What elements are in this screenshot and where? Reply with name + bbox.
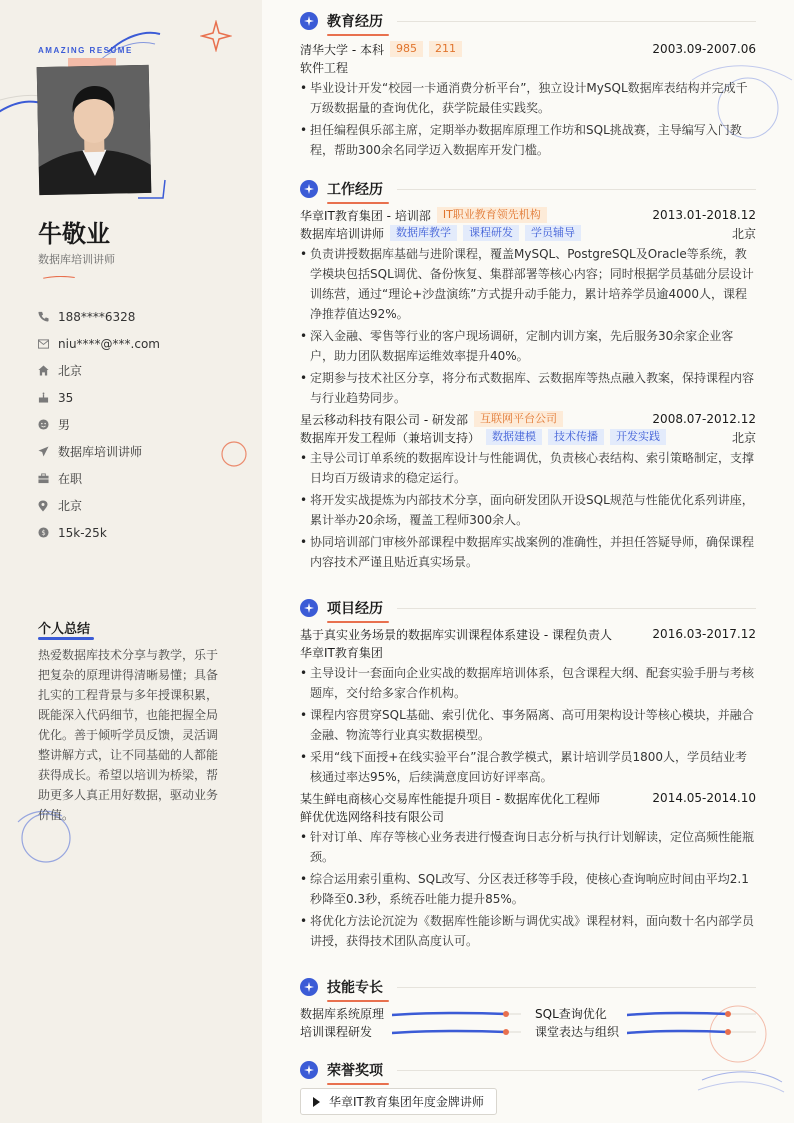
major: 软件工程 <box>300 60 349 75</box>
major-row <box>300 58 756 76</box>
contact-value: 北京 <box>58 499 83 513</box>
skill-item <box>300 1004 521 1022</box>
contact-gender <box>38 411 160 438</box>
bullet-item: • 采用“线下面授+在线实验平台”混合教学模式，累计培训学员1800人，学员结业考核通过率达95%，后续满意度回访好评率高。 <box>300 747 756 787</box>
bullet-item: • 将开发实战提炼为内部技术分享，面向研发团队开设SQL规范与性能优化系列讲座，累计举办20余场，覆盖工程师300余人。 <box>300 490 756 530</box>
job-entry <box>300 206 756 408</box>
section-title: 技能专长 <box>327 977 383 997</box>
skill-name: 数据库系统原理 <box>300 1006 385 1021</box>
job-company-row <box>300 206 756 224</box>
project-entry <box>300 789 756 951</box>
phone-icon <box>38 311 58 322</box>
skill-name: 培训课程研发 <box>300 1024 373 1039</box>
education-bullets <box>300 78 756 160</box>
sparkle-icon <box>300 180 318 198</box>
contact-age <box>38 384 160 411</box>
job-company: 星云移动科技有限公司 - 研发部 <box>300 412 468 427</box>
school-name: 清华大学 - 本科 <box>300 42 384 57</box>
project-name: 某生鲜电商核心交易库性能提升项目 - 数据库优化工程师 <box>300 791 600 806</box>
job-bullets <box>300 244 756 408</box>
section-header <box>300 597 756 619</box>
bullet-item: • 定期参与技术社区分享，将分布式数据库、云数据库等热点融入教案，保持课程内容与行业趋势同步。 <box>300 368 756 408</box>
skill-bar <box>627 1008 756 1018</box>
job-period: 2013.01-2018.12 <box>652 208 756 222</box>
skills-grid <box>300 1004 756 1040</box>
section-rule <box>397 608 756 609</box>
skill-item <box>535 1022 756 1040</box>
home-icon <box>38 365 58 376</box>
school-tag: 211 <box>429 41 462 57</box>
salary-icon <box>38 527 58 538</box>
skill-item <box>300 1022 521 1040</box>
briefcase-icon <box>38 473 58 484</box>
contact-value: niu****@***.com <box>58 336 160 351</box>
project-org: 华章IT教育集团 <box>300 645 383 660</box>
company-tag: 互联网平台公司 <box>474 411 563 427</box>
job-company-row <box>300 410 756 428</box>
section-header <box>300 10 756 32</box>
job-tag: 数据库教学 <box>390 225 457 241</box>
svg-text:$: $ <box>41 528 46 537</box>
project-row <box>300 625 756 643</box>
skills-section <box>300 976 756 1040</box>
job-company: 华章IT教育集团 - 培训部 <box>300 208 431 223</box>
section-title: 荣誉奖项 <box>327 1060 383 1080</box>
cake-icon <box>38 392 58 403</box>
project-period: 2014.05-2014.10 <box>652 791 756 805</box>
skill-level-dot <box>725 1029 731 1035</box>
work-section <box>300 178 756 574</box>
skill-level-fill <box>627 1031 728 1033</box>
job-city: 北京 <box>731 226 756 241</box>
project-entry <box>300 625 756 787</box>
contact-value: 188****6328 <box>58 309 136 324</box>
bullet-item: • 担任编程俱乐部主席，定期举办数据库原理工作坊和SQL挑战赛，主导编写入门教程，帮助300余名同学迈入数据库开发门槛。 <box>300 120 756 160</box>
company-tag: IT职业教育领先机构 <box>437 207 547 223</box>
section-title: 项目经历 <box>327 598 383 618</box>
contact-home <box>38 357 160 384</box>
job-bullets <box>300 448 756 572</box>
skill-level-mark <box>627 1027 756 1037</box>
contact-phone <box>38 303 160 330</box>
section-header <box>300 178 756 200</box>
sidebar <box>0 0 262 1123</box>
contact-value: 35 <box>58 390 74 405</box>
project-org-row <box>300 643 756 661</box>
summary-underline <box>38 637 94 640</box>
avatar <box>37 65 152 195</box>
project-row <box>300 789 756 807</box>
skill-item <box>535 1004 756 1022</box>
skill-level-dot <box>725 1011 731 1017</box>
job-tag: 技术传播 <box>548 429 604 445</box>
skill-level-mark <box>627 1009 756 1019</box>
job-city: 北京 <box>731 430 756 445</box>
job-period: 2008.07-2012.12 <box>652 412 756 426</box>
bullet-item: • 主导公司订单系统的数据库设计与性能调优，负责核心表结构、索引策略制定，支撑日均百万级请求的稳定运行。 <box>300 448 756 488</box>
bullet-item: • 综合运用索引重构、SQL改写、分区表迁移等手段，使核心查询响应时间由平均2.1秒降至0.3秒，系统吞吐能力提升85%。 <box>300 869 756 909</box>
honor-text: 华章IT教育集团年度金牌讲师 <box>329 1095 484 1109</box>
contact-salary <box>38 519 160 546</box>
project-bullets <box>300 827 756 951</box>
section-header <box>300 1059 756 1081</box>
section-header <box>300 976 756 998</box>
job-tag: 开发实践 <box>610 429 666 445</box>
job-position: 数据库开发工程师（兼培训支持） <box>300 430 481 445</box>
projects-section <box>300 597 756 953</box>
job-tag: 课程研发 <box>463 225 519 241</box>
bullet-item: • 协同培训部门审核外部课程中数据库实战案例的准确性，并担任答疑导师，确保课程内容技术严谨且贴近真实场景。 <box>300 532 756 572</box>
sparkle-icon <box>300 599 318 617</box>
contact-value: 在职 <box>58 472 83 486</box>
section-rule <box>397 189 756 190</box>
job-position-row <box>300 428 756 446</box>
job-tag: 学员辅导 <box>525 225 581 241</box>
send-icon <box>38 446 58 457</box>
summary-text: 热爱数据库技术分享与教学，乐于把复杂的原理讲得清晰易懂；具备扎实的工程背景与多年授课积累，既能深入代码细节，也能把握全局优化。善于倾听学员反馈，灵活调整讲解方式，让不同基础的人都能获得成长。希望以培训为桥梁，帮助更多人真正用好数据，驱动业务价值。 <box>38 648 219 822</box>
skill-level-mark <box>392 1009 521 1019</box>
honors-section <box>300 1059 756 1115</box>
mail-icon <box>38 339 58 349</box>
job-entry <box>300 410 756 572</box>
contact-list <box>38 303 160 546</box>
person-name: 牛敬业 <box>38 220 110 248</box>
honor-item <box>300 1088 497 1115</box>
section-rule <box>397 1070 756 1071</box>
section-title: 工作经历 <box>327 179 383 199</box>
skill-level-mark <box>392 1027 521 1037</box>
skill-level-fill <box>392 1031 506 1033</box>
brand-label: AMAZING RESUME <box>38 46 133 55</box>
person-role: 数据库培训讲师 <box>38 253 115 266</box>
education-row <box>300 40 756 58</box>
section-rule <box>397 21 756 22</box>
project-name: 基于真实业务场景的数据库实训课程体系建设 - 课程负责人 <box>300 627 612 642</box>
skill-bar <box>627 1026 756 1036</box>
contact-value: 数据库培训讲师 <box>58 445 143 459</box>
skill-level-dot <box>503 1029 509 1035</box>
contact-value: 15k-25k <box>58 525 107 540</box>
play-icon <box>313 1097 320 1107</box>
contact-email <box>38 330 160 357</box>
education-period: 2003.09-2007.06 <box>652 42 756 56</box>
bullet-item: • 将优化方法论沉淀为《数据库性能诊断与调优实战》课程材料，面向数十名内部学员讲授，获得技术团队高度认可。 <box>300 911 756 951</box>
job-position: 数据库培训讲师 <box>300 226 385 241</box>
skill-level-fill <box>392 1013 506 1015</box>
skill-bar <box>392 1026 521 1036</box>
job-tag: 数据建模 <box>486 429 542 445</box>
school-tag: 985 <box>390 41 423 57</box>
skill-bar <box>392 1008 521 1018</box>
bullet-item: • 针对订单、库存等核心业务表进行慢查询日志分析与执行计划解读，定位高频性能瓶颈。 <box>300 827 756 867</box>
contact-value: 男 <box>58 418 71 432</box>
star-icon <box>200 20 232 52</box>
sparkle-icon <box>300 12 318 30</box>
bullet-item: • 毕业设计开发“校园一卡通消费分析平台”，独立设计MySQL数据库表结构并完成千万级数据量的查询优化，获学院最佳实践奖。 <box>300 78 756 118</box>
role-underline <box>38 276 80 279</box>
project-org: 鲜优优选网络科技有限公司 <box>300 809 445 824</box>
project-bullets <box>300 663 756 787</box>
section-title: 教育经历 <box>327 11 383 31</box>
contact-location <box>38 492 160 519</box>
bullet-item: • 主导设计一套面向企业实战的数据库培训体系，包含课程大纲、配套实验手册与考核题库，交付给多家合作机构。 <box>300 663 756 703</box>
project-period: 2016.03-2017.12 <box>652 627 756 641</box>
job-position-row <box>300 224 756 242</box>
bullet-item: • 深入金融、零售等行业的客户现场调研，定制内训方案，先后服务30余家企业客户，助力团队数据库运维效率提升40%。 <box>300 326 756 366</box>
gender-icon <box>38 419 58 430</box>
skill-level-dot <box>503 1011 509 1017</box>
bullet-item: • 负责讲授数据库基础与进阶课程，覆盖MySQL、PostgreSQL及Oracle等系统，教学模块包括SQL调优、备份恢复、集群部署等核心内容；同时根据学员基础分层设计训练营，通过“理论+沙盘演练”方式提升动手能力，累计培养学员逾4000人，课程净推荐值达92%。 <box>300 244 756 324</box>
contact-value: 北京 <box>58 364 83 378</box>
contact-target <box>38 438 160 465</box>
location-icon <box>38 500 58 512</box>
sparkle-icon <box>300 978 318 996</box>
skill-name: 课堂表达与组织 <box>535 1024 620 1039</box>
sparkle-icon <box>300 1061 318 1079</box>
bullet-item: • 课程内容贯穿SQL基础、索引优化、事务隔离、高可用架构设计等核心模块，并融合金融、物流等行业真实数据模型。 <box>300 705 756 745</box>
summary-title: 个人总结 <box>38 622 91 637</box>
contact-status <box>38 465 160 492</box>
section-rule <box>397 987 756 988</box>
skill-name: SQL查询优化 <box>535 1006 607 1021</box>
project-org-row <box>300 807 756 825</box>
education-section <box>300 10 756 162</box>
skill-level-fill <box>627 1013 728 1015</box>
